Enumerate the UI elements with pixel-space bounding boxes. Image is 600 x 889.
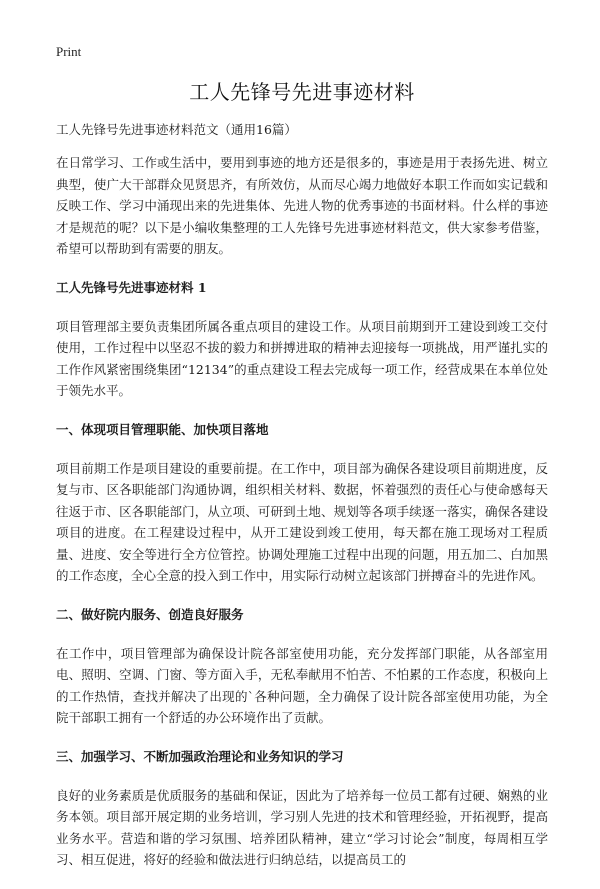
article-intro-paragraph: 项目管理部主要负责集团所属各重点项目的建设工作。从项目前期到开工建设到竣工交付使用，工作过程中以坚忍不拔的毅力和拼搏进取的精神去迎接每一项挑战，用严谨扎实的工作作风紧密围绕集团“12134”的重点建设工程去完成每一项工作，经营成果在本单位处于领先水平。 — [56, 318, 548, 398]
document-body — [56, 78, 548, 889]
page-title: 工人先锋号先进事迹材料 — [189, 80, 415, 104]
intro-paragraph: 在日常学习、工作或生活中，要用到事迹的地方还是很多的，事迹是用于表扬先进、树立典型，使广大干部群众见贤思齐，有所效仿，从而尽心竭力地做好本职工作而如实记载和反映工作、学习中涌现出来的先进集体、先进人物的优秀事迹的书面材料。什么样的事迹才是规范的呢？以下是小编收集整理的工人先锋号先进事迹材料范文，供大家参考借鉴，希望可以帮助到有需要的朋友。 — [56, 155, 548, 256]
section-heading-2: 二、做好院内服务、创造良好服务 — [56, 606, 244, 622]
section-body-1: 项目前期工作是项目建设的重要前提。在工作中，项目部为确保各建设项目前期进度，反复与市、区各职能部门沟通协调，组织相关材料、数据，怀着强烈的责任心与使命感每天往返于市、区各职能部门，从立项、可研到土地、规划等各项手续逐一落实，确保各建设项目的进度。在工程建设过程中，从开工建设到竣工使用，每天都在施工现场对工程质量、进度、安全等进行全方位管控。协调处理施工过程中出现的问题，用五加二、白加黑的工作态度，全心全意的投入到工作中，用实际行动树立起该部门拼搏奋斗的先进作风。 — [56, 460, 548, 583]
section-body-3: 良好的业务素质是优质服务的基础和保证，因此为了培养每一位员工都有过硬、娴熟的业务本领。项目部开展定期的业务培训，学习别人先进的技术和管理经验，开拓视野，提高业务水平。营造和谐的学习氛围、培养团队精神，建立“学习讨论会”制度，每周相互学习、相互促进，将好的经验和做法进行归纳总结，以提高员工的 — [56, 787, 548, 867]
document-subtitle: 工人先锋号先进事迹材料范文（通用16篇） — [56, 122, 297, 137]
section-heading-3: 三、加强学习、不断加强政治理论和业务知识的学习 — [56, 748, 344, 764]
print-link[interactable]: Print — [56, 44, 82, 59]
section-body-2: 在工作中，项目管理部为确保设计院各部室使用功能，充分发挥部门职能，从各部室用电、照明、空调、门窗、等方面入手，无私奉献用不怕苦、不怕累的工作态度，积极向上的工作热情，查找并解决了出现的`各种问题，全力确保了设计院各部室使用功能，为全院干部职工拥有一个舒适的办公环境作出了贡献。 — [56, 645, 548, 725]
section-heading-1: 一、体现项目管理职能、加快项目落地 — [56, 421, 269, 437]
article-heading: 工人先锋号先进事迹材料 1 — [56, 279, 207, 295]
